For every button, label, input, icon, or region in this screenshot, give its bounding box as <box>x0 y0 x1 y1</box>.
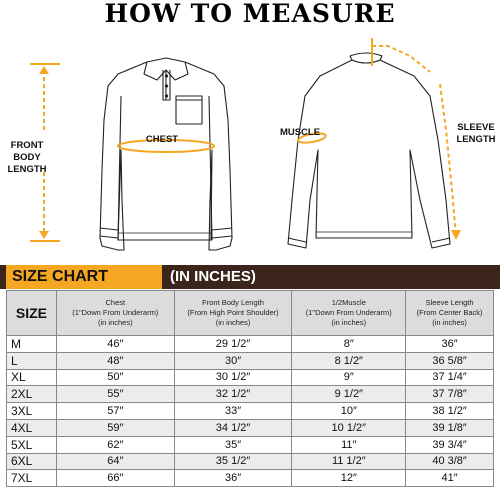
table-cell: 62″ <box>56 436 174 453</box>
size-cell: XL <box>7 369 57 386</box>
size-cell: 7XL <box>7 470 57 487</box>
page-title: HOW TO MEASURE <box>104 0 396 28</box>
table-row <box>7 352 494 369</box>
table-cell: 11″ <box>292 436 406 453</box>
table-cell: 39 3/4″ <box>406 436 494 453</box>
table-cell: 64″ <box>56 453 174 470</box>
table-cell: 38 1/2″ <box>406 403 494 420</box>
size-chart-table <box>6 290 494 487</box>
table-cell: 9″ <box>292 369 406 386</box>
column-header: Front Body Length (From High Point Shoulder) (in inches) <box>174 291 292 336</box>
column-header: Sleeve Length (From Center Back) (in inches) <box>406 291 494 336</box>
table-cell: 40 3/8″ <box>406 453 494 470</box>
table-cell: 8″ <box>292 336 406 353</box>
front-body-length-label: FRONT BODY LENGTH <box>7 140 47 175</box>
column-header: SIZE <box>7 291 57 336</box>
shirt-illustrations <box>0 28 500 264</box>
table-row <box>7 453 494 470</box>
table-cell: 66″ <box>56 470 174 487</box>
table-row <box>7 386 494 403</box>
table-row <box>7 336 494 353</box>
front-shirt-drawing <box>100 58 232 250</box>
size-cell: 2XL <box>7 386 57 403</box>
table-cell: 34 1/2″ <box>174 419 292 436</box>
size-cell: 5XL <box>7 436 57 453</box>
table-row <box>7 369 494 386</box>
table-cell: 29 1/2″ <box>174 336 292 353</box>
table-header-row <box>7 291 494 336</box>
table-cell: 8 1/2″ <box>292 352 406 369</box>
table-cell: 48″ <box>56 352 174 369</box>
table-cell: 55″ <box>56 386 174 403</box>
table-row <box>7 419 494 436</box>
size-cell: 6XL <box>7 453 57 470</box>
table-row <box>7 436 494 453</box>
table-cell: 57″ <box>56 403 174 420</box>
table-cell: 50″ <box>56 369 174 386</box>
table-cell: 35″ <box>174 436 292 453</box>
table-cell: 59″ <box>56 419 174 436</box>
table-cell: 12″ <box>292 470 406 487</box>
table-row <box>7 403 494 420</box>
table-cell: 36″ <box>174 470 292 487</box>
table-cell: 35 1/2″ <box>174 453 292 470</box>
size-chart-heading: SIZE CHART <box>6 265 162 289</box>
column-header: 1/2Muscle (1"Down From Underarm) (in inches) <box>292 291 406 336</box>
size-cell: 4XL <box>7 419 57 436</box>
muscle-label: MUSCLE <box>279 127 321 138</box>
table-cell: 39 1/8″ <box>406 419 494 436</box>
table-cell: 37 7/8″ <box>406 386 494 403</box>
table-cell: 36″ <box>406 336 494 353</box>
table-cell: 46″ <box>56 336 174 353</box>
table-cell: 36 5/8″ <box>406 352 494 369</box>
table-cell: 33″ <box>174 403 292 420</box>
back-shirt-drawing <box>288 53 450 248</box>
size-cell: L <box>7 352 57 369</box>
table-cell: 9 1/2″ <box>292 386 406 403</box>
table-cell: 10 1/2″ <box>292 419 406 436</box>
table-cell: 30″ <box>174 352 292 369</box>
table-cell: 30 1/2″ <box>174 369 292 386</box>
unit-heading: (IN INCHES) <box>170 268 256 285</box>
size-cell: 3XL <box>7 403 57 420</box>
size-cell: M <box>7 336 57 353</box>
table-row <box>7 470 494 487</box>
table-cell: 10″ <box>292 403 406 420</box>
table-cell: 37 1/4″ <box>406 369 494 386</box>
table-cell: 11 1/2″ <box>292 453 406 470</box>
chest-label: CHEST <box>145 134 179 145</box>
column-header: Chest (1"Down From Underarm) (in inches) <box>56 291 174 336</box>
sleeve-length-label: SLEEVE LENGTH <box>456 122 496 145</box>
table-cell: 32 1/2″ <box>174 386 292 403</box>
table-cell: 41″ <box>406 470 494 487</box>
